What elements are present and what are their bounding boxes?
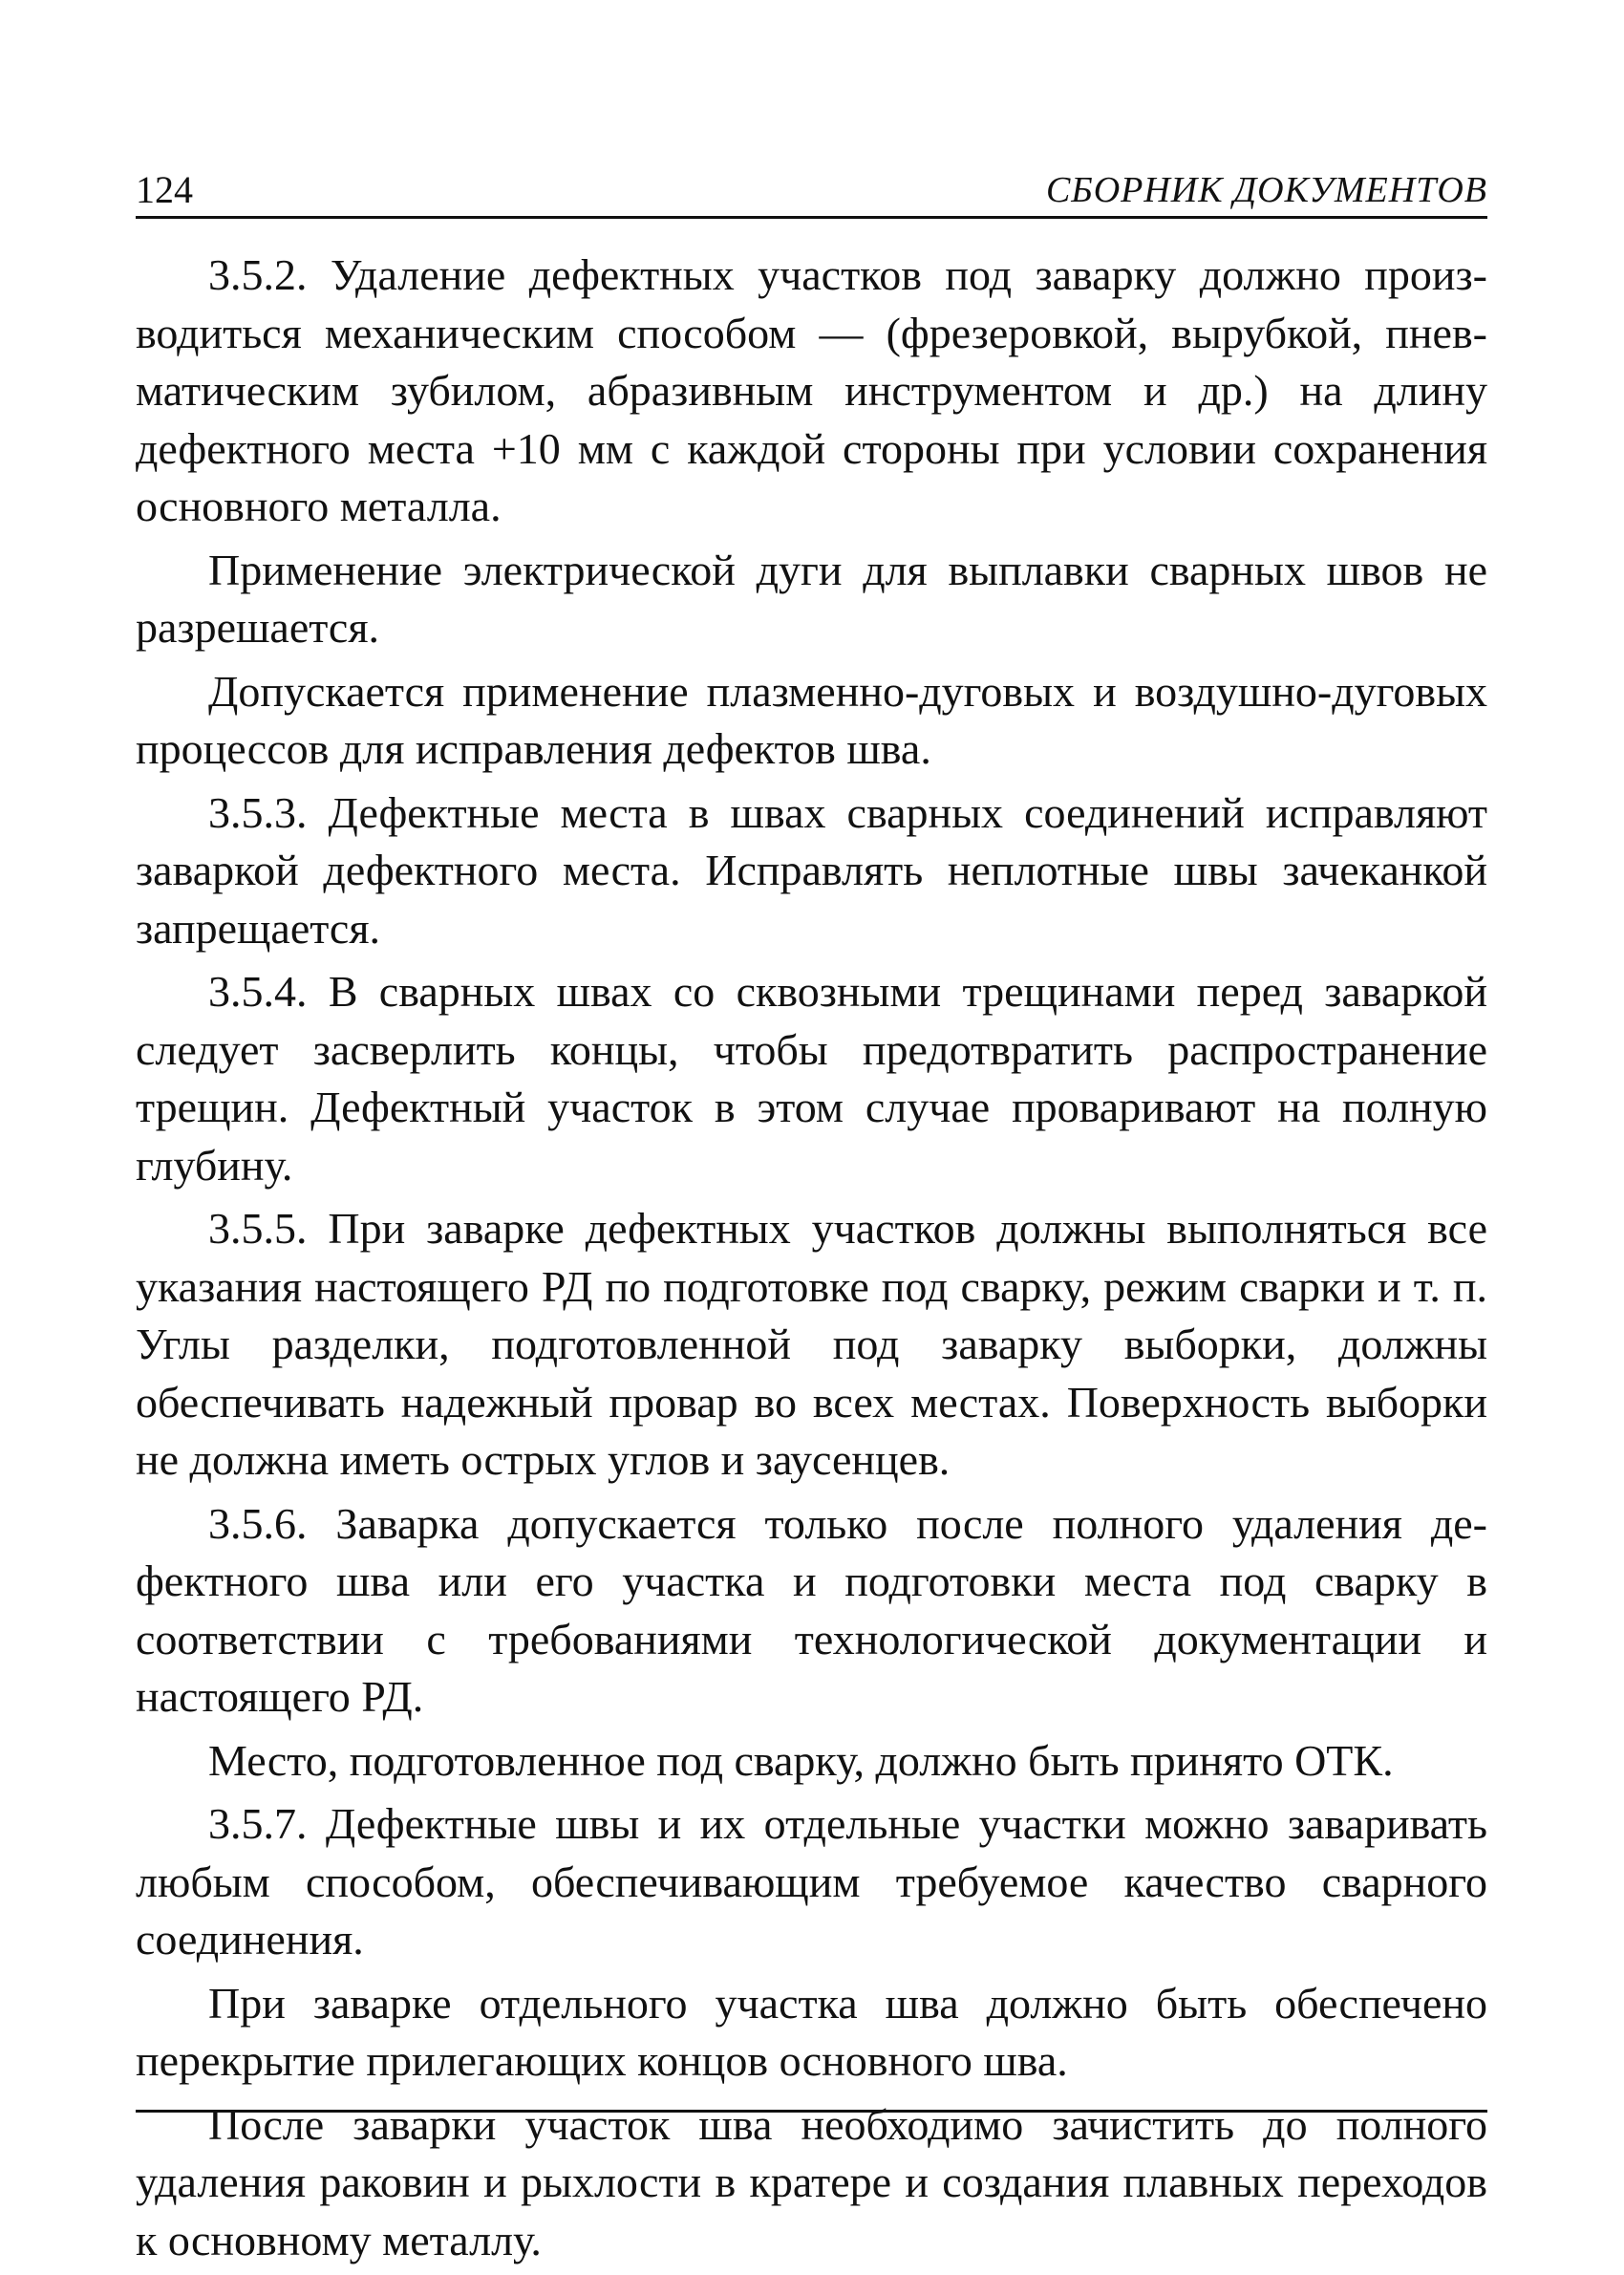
paragraph-plasma-arc: Допускается применение плазменно-дуговых и воздушно-дуговых процессов для исправления дефектов шва.: [136, 666, 1487, 773]
paragraph-3-5-5: 3.5.5. При заварке дефектных участков должны выполняться все указания настоящего РД по подготовке под сварку, режим сварки и т. п. Углы разделки, подготовленной под заварку выборки, должны обеспечивать надежный провар во всех местах. Поверхность выборки не должна иметь острых углов и заусенцев.: [136, 1204, 1487, 1484]
paragraph-3-5-6: 3.5.6. Заварка допускается только после полного удаления дефектного шва или его участка и подготовки места под сварку в соответствии с требованиями технологической документации и настоящего РД.: [136, 1498, 1487, 1721]
page-header: [136, 162, 1487, 219]
paragraph-overlap: При заварке отдельного участка шва должно быть обеспечено перекрытие прилегающих концов основного шва.: [136, 1978, 1487, 2085]
paragraph-3-5-3: 3.5.3. Дефектные места в швах сварных соединений исправляют заваркой дефектного места. Исправлять неплотные швы зачеканкой запрещается.: [136, 787, 1487, 953]
paragraph-3-5-2: 3.5.2. Удаление дефектных участков под заварку должно производиться механическим способом — (фрезеровкой, вырубкой, пневматическим зубилом, абразивным инструментом и др.) на длину дефектного места +10 мм с каждой стороны при условии сохранения основного металла.: [136, 250, 1487, 530]
paragraph-3-5-7: 3.5.7. Дефектные швы и их отдельные участки можно заваривать любым способом, обеспечивающим требуемое качество сварного соединения.: [136, 1799, 1487, 1964]
paragraph-3-5-4: 3.5.4. В сварных швах со сквозными трещинами перед заваркой следует засверлить концы, чтобы предотвратить распространение трещин. Дефектный участок в этом случае проваривают на полную глубину.: [136, 967, 1487, 1190]
running-title: СБОРНИК ДОКУМЕНТОВ: [1045, 170, 1487, 210]
paragraph-otk-acceptance: Место, подготовленное под сварку, должно быть принято ОТК.: [208, 1735, 1394, 1785]
page-number: 124: [136, 168, 193, 211]
paragraph-cleaning: После заварки участок шва необходимо зачистить до полного удаления раковин и рыхлости в кратере и создания плавных переходов к основному металлу.: [136, 2099, 1487, 2264]
bottom-rule: [136, 2110, 1487, 2113]
paragraph-electric-arc: Применение электрической дуги для выплавки сварных швов не разрешается.: [136, 545, 1487, 652]
body-text: [136, 247, 1487, 2275]
